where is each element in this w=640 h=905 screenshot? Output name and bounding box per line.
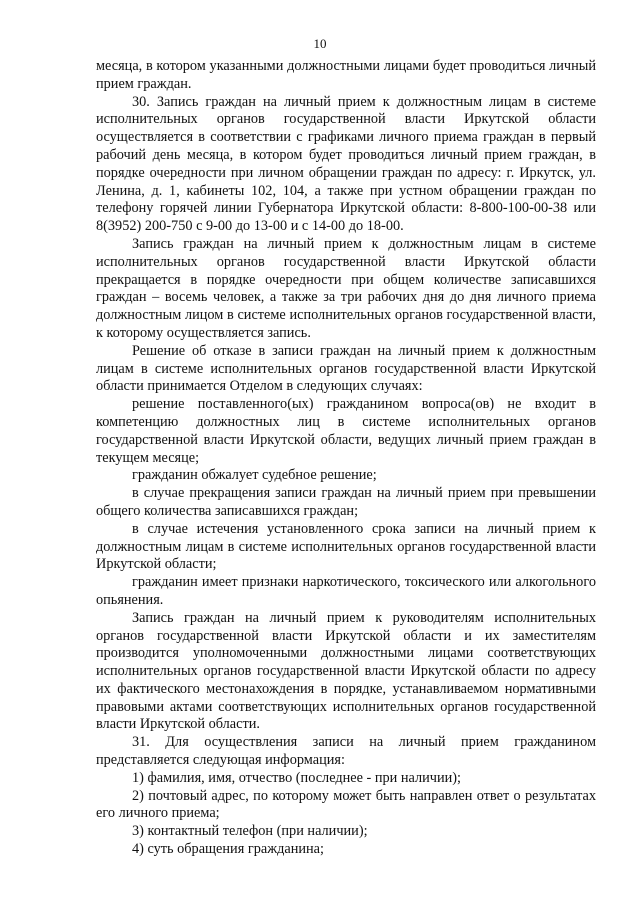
list-item-deadline-expired: в случае истечения установленного срока записи на личный прием к должностным лицам в системе исполнительных органов государственной власти Иркутской области; — [96, 520, 596, 573]
list-item-full-name: 1) фамилия, имя, отчество (последнее - при наличии); — [132, 769, 462, 786]
paragraph-heads-registration: Запись граждан на личный прием к руководителям исполнительных органов государственной власти Иркутской области и их заместителям производится уполномоченными должностными лицами соответствующих исполнительных органов государственной власти Иркутской области по адресу их фактического местонахождения в порядке, устанавливаемом нормативными правовыми актами соответствующих исполнительных органов государственной власти Иркутской области. — [96, 609, 596, 733]
document-body — [96, 58, 596, 859]
list-item-appeal-essence: 4) суть обращения гражданина; — [132, 841, 324, 858]
list-item-postal-address: 2) почтовый адрес, по которому может быть направлен ответ о результатах его личного приема; — [96, 787, 596, 822]
list-item-intoxication: гражданин имеет признаки наркотического, токсического или алкогольного опьянения. — [96, 574, 596, 608]
paragraph-clause-31: 31. Для осуществления записи на личный прием гражданином представляется следующая информация: — [96, 734, 596, 769]
list-item-limit-exceeded: в случае прекращения записи граждан на личный прием при превышении общего количества записавшихся граждан; — [96, 485, 596, 519]
list-item-competence: решение поставленного(ых) гражданином вопроса(ов) не входит в компетенцию должностных лиц в системе исполнительных органов государственной власти Иркутской области, ведущих личный прием граждан в текущем месяце; — [96, 396, 596, 466]
list-item-court-decision: гражданин обжалует судебное решение; — [132, 467, 377, 484]
paragraph-continuation: месяца, в котором указанными должностными лицами будет проводиться личный прием граждан. — [96, 58, 596, 92]
paragraph-clause-30: 30. Запись граждан на личный прием к должностным лицам в системе исполнительных органов государственной власти Иркутской области осуществляется в соответствии с графиками личного приема граждан в первый рабочий день месяца, в котором будет проводиться личный прием граждан, в порядке очередности при личном обращении граждан по адресу: г. Иркутск, ул. Ленина, д. 1, кабинеты 102, 104, а также при устном обращении граждан по телефону горячей линии Губернатора Иркутской области: 8-800-100-00-38 или 8(3952) 200-750 с 9-00 до 13-00 и с 14-00 до 18-00. — [96, 93, 596, 235]
list-item-phone: 3) контактный телефон (при наличии); — [132, 823, 368, 840]
paragraph-registration-stop: Запись граждан на личный прием к должностным лицам в системе исполнительных органов государственной власти Иркутской области прекращается в порядке очередности при общем количестве записавшихся граждан – восемь человек, а также за три рабочих дня до дня личного приема должностным лицом в системе исполнительных органов государственной власти, к которому осуществляется запись. — [96, 235, 596, 341]
page-number: 10 — [313, 36, 327, 51]
paragraph-refusal-intro: Решение об отказе в записи граждан на личный прием к должностным лицам в системе исполнительных органов государственной власти Иркутской области принимается Отделом в следующих случаях: — [96, 342, 596, 395]
